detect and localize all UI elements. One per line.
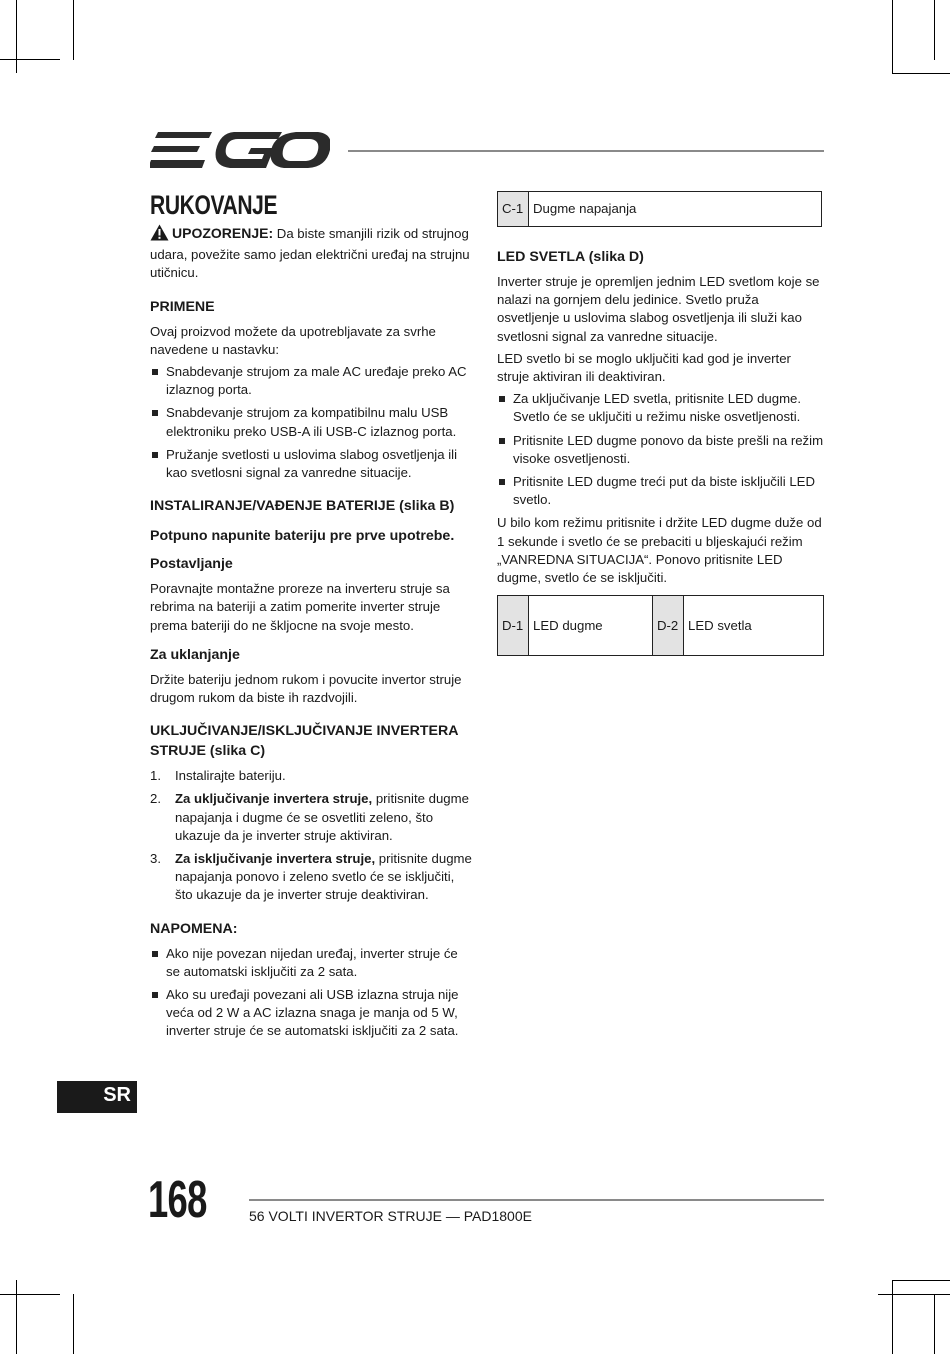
crop-mark [16,1280,17,1354]
bullet-icon [152,452,158,458]
crop-mark [0,73,74,74]
table-cell-code: C-1 [498,192,529,227]
bullet-icon [152,369,158,375]
crop-mark [892,1280,950,1281]
list-item: Snabdevanje strujom za male AC uređaje preko AC izlaznog porta. [150,363,475,399]
list-item: Pritisnite LED dugme ponovo da biste prešli na režim visoke osvetljenosti. [497,432,824,468]
footer-title: 56 VOLTI INVERTOR STRUJE — PAD1800E [249,1208,532,1224]
napomena-list [150,945,475,1041]
section-heading-onoff: UKLJUČIVANJE/ISKLJUČIVANJE INVERTERA STRUJE (slika C) [150,723,458,760]
section-heading-led: LED SVETLA (slika D) [497,249,644,265]
header-rule [348,150,824,152]
language-tab-label: SR [103,1084,131,1106]
table-cell-label: LED svetla [684,596,824,656]
list-item: Snabdevanje strujom za kompatibilnu malu USB elektroniku preko USB-A ili USB-C izlaznog porta. [150,404,475,440]
warning-text: Da biste smanjili rizik od strujnog udara, povežite samo jedan električni uređaj na strujnu utičnicu. [150,226,470,281]
led-list [497,390,824,509]
crop-mark [892,0,893,74]
table-cell-code: D-1 [498,596,529,656]
list-item: Ako su uređaji povezani ali USB izlazna struja nije veća od 2 W a AC izlazna snaga je manja od 5 W, inverter struje će se automatski isključiti za 2 sata. [150,986,475,1041]
subheading-uklanjanje: Za uklanjanje [150,646,240,663]
bullet-icon [152,410,158,416]
section-heading-napomena: NAPOMENA: [150,920,238,937]
subheading-postavljanje: Postavljanje [150,556,233,573]
crop-mark [16,0,17,74]
bullet-icon [499,438,505,444]
crop-mark [934,1294,935,1354]
bullet-icon [152,951,158,957]
crop-mark [73,1294,74,1354]
list-item: Ako nije povezan nijedan uređaj, inverter struje će se automatski isključiti za 2 sata. [150,945,475,981]
left-column [150,188,475,1046]
section-heading-install: INSTALIRANJE/VAĐENJE BATERIJE (slika B) [150,498,455,515]
steps-list [150,767,475,904]
list-item: Pritisnite LED dugme treći put da biste isključili LED svetlo. [497,473,824,509]
bullet-icon [499,479,505,485]
list-item: 1. Instalirajte bateriju. [150,768,286,784]
table-c [497,191,822,227]
page-number: 168 [148,1171,207,1229]
crop-mark [0,1294,60,1295]
primene-list [150,363,475,482]
table-row [498,596,824,656]
page-title: RUKOVANJE [150,190,278,220]
table-d [497,595,824,656]
crop-mark [892,73,950,74]
postavljanje-text: Poravnajte montažne proreze na inverteru struje sa rebrima na bateriji a zatim pomerite inverter struje prema bateriji do ne škljocne na svoje mesto. [150,581,450,633]
table-cell-label: Dugme napajanja [529,192,822,227]
charge-note: Potpuno napunite bateriju pre prve upotrebe. [150,528,455,545]
section-heading-primene: PRIMENE [150,298,215,315]
list-item: 3. Za isključivanje invertera struje, pritisnite dugme napajanja ponovo i zeleno svetlo će se isključiti, što ukazuje da je inverter struje deaktiviran. [150,851,472,903]
warning-paragraph [150,224,475,283]
crop-mark [934,0,935,60]
table-cell-code: D-2 [653,596,684,656]
led-paragraph-2: LED svetlo bi se moglo uključiti kad god je inverter struje aktiviran ili deaktiviran. [497,350,791,385]
crop-mark [878,1294,950,1295]
table-cell-label: LED dugme [529,596,653,656]
led-paragraph-3: U bilo kom režimu pritisnite i držite LED dugme duže od 1 sekunde i svetlo će se prebaciti u bljeskajući režim „VANREDNA SITUACIJA“. Ponovo pritisnite LED dugme, svetlo će se isključiti. [497,515,822,586]
bullet-icon [499,396,505,402]
footer-rule [249,1199,824,1201]
uklanjanje-text: Držite bateriju jednom rukom i povucite invertor struje drugom rukom da biste ih razdvojili. [150,671,462,706]
crop-mark [892,1280,893,1354]
primene-intro: Ovaj proizvod možete da upotrebljavate za svrhe navedene u nastavku: [150,323,436,357]
led-paragraph-1: Inverter struje je opremljen jednim LED svetlom koje se nalazi na gornjem delu jedinice. Svetlo pruža osvetljenje u uslovima slabog osvetljenja ili služi kao svetlosni signal za vanredne situacije. [497,274,820,344]
table-row [498,192,822,227]
crop-mark [0,59,60,60]
warning-triangle-icon [150,224,169,246]
right-column [497,188,824,656]
language-tab [57,1081,137,1113]
list-item: 2. Za uključivanje invertera struje, pritisnite dugme napajanja i dugme će se osvetliti zeleno, što ukazuje da je inverter struje aktiviran. [150,791,469,843]
crop-mark [73,0,74,60]
bullet-icon [152,992,158,998]
warning-label: UPOZORENJE: [172,225,274,241]
list-item: Pružanje svetlosti u uslovima slabog osvetljenja ili kao svetlosni signal za vanredne situacije. [150,446,475,482]
ego-logo [150,128,330,172]
list-item: Za uključivanje LED svetla, pritisnite LED dugme. Svetlo će se uključiti u režimu niske osvetljenosti. [497,390,824,426]
